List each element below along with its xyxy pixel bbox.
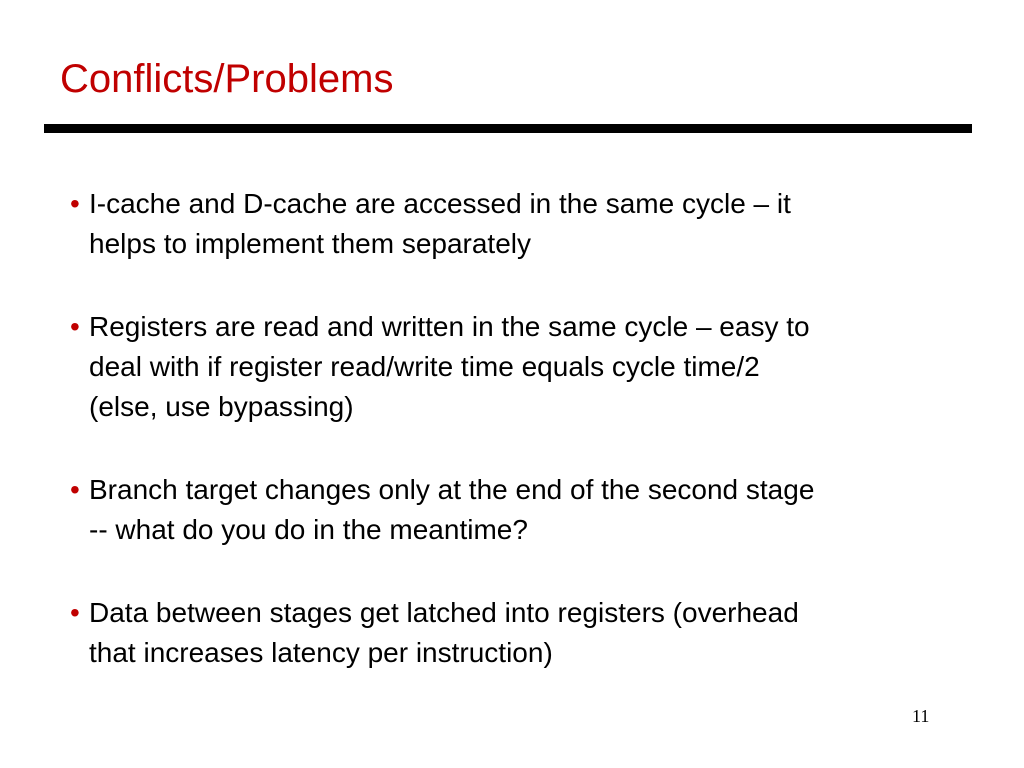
bullet-item <box>70 307 990 427</box>
bullet-text-line: Data between stages get latched into registers (overhead <box>89 597 799 628</box>
title-underline-divider <box>44 124 972 133</box>
page-number: 11 <box>912 706 930 726</box>
bullet-text-line: (else, use bypassing) <box>89 391 354 422</box>
bullet-text-line: Branch target changes only at the end of the second stage <box>89 474 815 505</box>
bullet-text-line: helps to implement them separately <box>89 228 531 259</box>
bullet-text-line: -- what do you do in the meantime? <box>89 514 528 545</box>
bullet-text-line: deal with if register read/write time equals cycle time/2 <box>89 351 760 382</box>
bullet-item <box>70 470 990 550</box>
bullet-icon: • <box>70 474 80 505</box>
bullet-item <box>70 184 990 264</box>
bullet-item <box>70 593 990 673</box>
bullet-list <box>70 184 990 716</box>
slide-title: Conflicts/Problems <box>60 57 394 101</box>
bullet-text-line: that increases latency per instruction) <box>89 637 553 668</box>
bullet-text-line: I-cache and D-cache are accessed in the same cycle – it <box>89 188 791 219</box>
bullet-icon: • <box>70 311 80 342</box>
bullet-icon: • <box>70 597 80 628</box>
bullet-text-line: Registers are read and written in the same cycle – easy to <box>89 311 810 342</box>
bullet-icon: • <box>70 188 80 219</box>
